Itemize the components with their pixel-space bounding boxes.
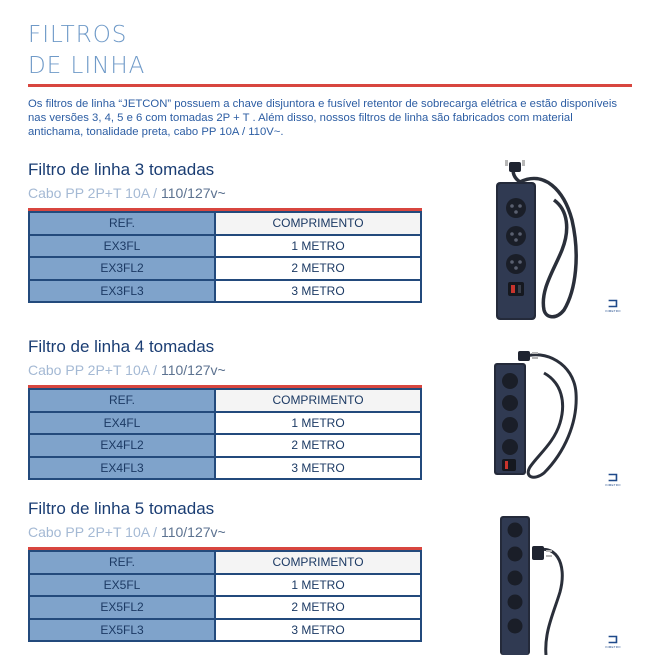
ref-cell: EX5FL — [29, 574, 215, 597]
table-header-row — [29, 551, 421, 574]
cable-spec: Cabo PP 2P+T 10A / — [28, 185, 161, 201]
cable-spec: Cabo PP 2P+T 10A / — [28, 362, 161, 378]
power-strip-4-outlets-image — [484, 343, 594, 488]
inmetro-label: INMETRO — [605, 645, 621, 649]
section-subtitle — [28, 524, 428, 541]
section-5-outlets — [28, 499, 428, 642]
voltage-spec: 110/127v~ — [160, 185, 226, 201]
header-length: COMPRIMENTO — [215, 551, 421, 574]
header-ref: REF. — [29, 389, 215, 412]
section-subtitle — [28, 362, 428, 379]
ref-cell: EX4FL3 — [29, 457, 215, 480]
voltage-spec: 110/127v~ — [160, 524, 226, 540]
length-cell: 3 METRO — [215, 280, 421, 303]
ref-cell: EX5FL2 — [29, 596, 215, 619]
title-line-2: DE LINHA — [28, 53, 146, 79]
title-divider — [28, 84, 632, 87]
section-heading: Filtro de linha 4 tomadas — [28, 337, 215, 356]
cable-spec: Cabo PP 2P+T 10A / — [28, 524, 161, 540]
spec-table — [28, 211, 422, 303]
table-row — [29, 596, 421, 619]
length-cell: 2 METRO — [215, 257, 421, 280]
section-subtitle — [28, 185, 428, 202]
section-heading: Filtro de linha 3 tomadas — [28, 160, 215, 179]
ref-cell: EX4FL — [29, 412, 215, 435]
table-header-row — [29, 389, 421, 412]
spec-table — [28, 388, 422, 480]
header-ref: REF. — [29, 212, 215, 235]
inmetro-label: INMETRO — [605, 309, 621, 313]
page-title — [28, 20, 145, 82]
table-row — [29, 257, 421, 280]
header-ref: REF. — [29, 551, 215, 574]
table-row — [29, 412, 421, 435]
spec-table — [28, 550, 422, 642]
table-row — [29, 457, 421, 480]
table-row — [29, 280, 421, 303]
header-length: COMPRIMENTO — [215, 212, 421, 235]
length-cell: 2 METRO — [215, 596, 421, 619]
length-cell: 2 METRO — [215, 434, 421, 457]
table-row — [29, 619, 421, 642]
length-cell: 3 METRO — [215, 457, 421, 480]
table-row — [29, 574, 421, 597]
length-cell: 1 METRO — [215, 235, 421, 258]
header-length: COMPRIMENTO — [215, 389, 421, 412]
section-3-outlets — [28, 160, 428, 303]
table-row — [29, 434, 421, 457]
ref-cell: EX5FL3 — [29, 619, 215, 642]
length-cell: 3 METRO — [215, 619, 421, 642]
ref-cell: EX4FL2 — [29, 434, 215, 457]
section-heading: Filtro de linha 5 tomadas — [28, 499, 215, 518]
intro-paragraph: Os filtros de linha “JETCON” possuem a chave disjuntora e fusível retentor de sobrecarga elétrica e estão disponíveis nas versões 3, 4, 5 e 6 com tomadas 2P + T . Além disso, nossos filtros de linha são fabricados com material antichama, tonalidade preta, cabo PP 10A / 110V~. — [28, 98, 617, 138]
section-4-outlets — [28, 337, 428, 480]
power-strip-3-outlets-image — [484, 160, 594, 325]
inmetro-seal-icon: ⊐ INMETRO — [603, 632, 623, 654]
length-cell: 1 METRO — [215, 412, 421, 435]
inmetro-seal-icon: ⊐ INMETRO — [603, 296, 623, 318]
table-row — [29, 235, 421, 258]
length-cell: 1 METRO — [215, 574, 421, 597]
ref-cell: EX3FL3 — [29, 280, 215, 303]
inmetro-seal-icon: ⊐ INMETRO — [603, 470, 623, 492]
table-header-row — [29, 212, 421, 235]
ref-cell: EX3FL — [29, 235, 215, 258]
title-line-1: FILTROS — [28, 22, 128, 48]
voltage-spec: 110/127v~ — [160, 362, 226, 378]
inmetro-label: INMETRO — [605, 483, 621, 487]
power-strip-5-outlets-image — [484, 512, 594, 655]
ref-cell: EX3FL2 — [29, 257, 215, 280]
